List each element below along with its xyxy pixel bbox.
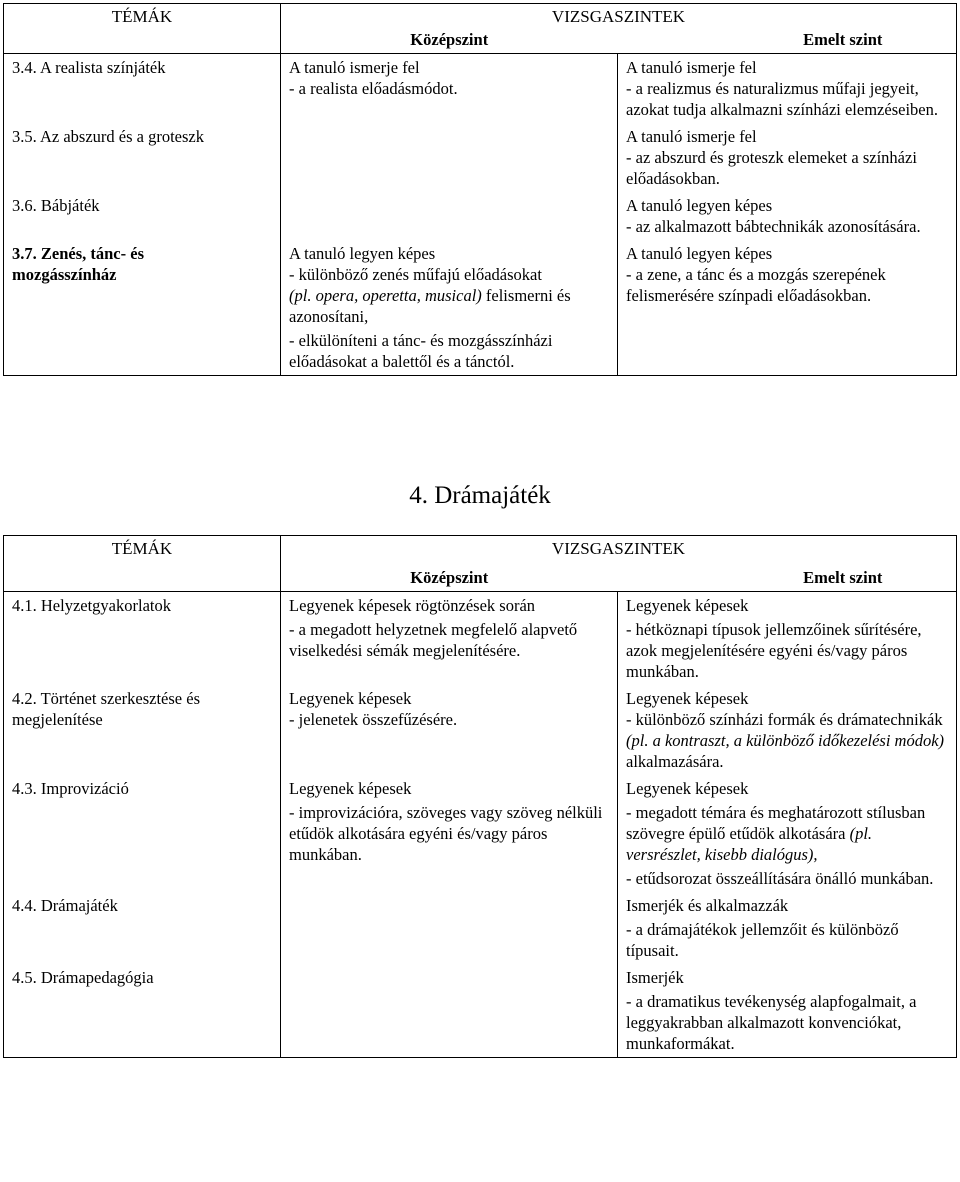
mid-cell: A tanuló ismerje fel - a realista előadásmódot. — [281, 54, 618, 124]
topic-cell: 4.4. Drámajáték — [4, 892, 281, 964]
topic-cell: 4.1. Helyzetgyakorlatok — [4, 592, 281, 686]
topic-cell: 4.2. Történet szerkesztése és megjelenítése — [4, 685, 281, 775]
header-topics: TÉMÁK — [4, 4, 281, 54]
mid-cell — [281, 192, 618, 240]
mid-cell: Legyenek képesek - improvizációra, szöveges vagy szöveg nélküli etűdök alkotására egyéni és/vagy páros munkában. — [281, 775, 618, 892]
topic-cell: 3.6. Bábjáték — [4, 192, 281, 240]
section-title: 4. Drámajáték — [409, 482, 551, 509]
mid-cell — [281, 892, 618, 964]
topic-cell: 3.4. A realista színjáték — [4, 54, 281, 124]
topic-cell: 3.7. Zenés, tánc- és mozgásszínház — [4, 240, 281, 376]
adv-cell: Ismerjék - a dramatikus tevékenység alapfogalmait, a leggyakrabban alkalmazott konvenciókat, munkaformákat. — [618, 964, 957, 1058]
header-exam-levels: VIZSGASZINTEK — [281, 4, 957, 28]
header-advanced-level: Emelt szint — [618, 559, 957, 592]
exam-levels-table-1 — [3, 3, 957, 376]
adv-cell: Legyenek képesek - megadott témára és meghatározott stílusban szövegre épülő etűdök alkotására (pl. versrészlet, kisebb dialógus), - etűdsorozat összeállítására önálló munkában. — [618, 775, 957, 892]
mid-cell — [281, 964, 618, 1058]
topic-cell: 3.5. Az abszurd és a groteszk — [4, 123, 281, 192]
table-row — [4, 892, 957, 964]
mid-cell: Legyenek képesek rögtönzések során - a megadott helyzetnek megfelelő alapvető viselkedési sémák megjelenítésére. — [281, 592, 618, 686]
exam-levels-table-2 — [3, 535, 957, 1058]
adv-cell: Ismerjék és alkalmazzák - a drámajátékok jellemzőit és különböző típusait. — [618, 892, 957, 964]
header-mid-level: Középszint — [281, 27, 618, 54]
table-row — [4, 592, 957, 686]
table-row — [4, 685, 957, 775]
adv-cell: Legyenek képesek - különböző színházi formák és drámatechnikák (pl. a kontraszt, a különböző időkezelési módok) alkalmazására. — [618, 685, 957, 775]
header-mid-level: Középszint — [281, 559, 618, 592]
header-exam-levels: VIZSGASZINTEK — [281, 536, 957, 560]
table-row — [4, 775, 957, 892]
mid-cell: A tanuló legyen képes - különböző zenés műfajú előadásokat (pl. opera, operetta, musical) felismerni és azonosítani, - elkülöníteni a tánc- és mozgásszínházi előadásokat a balettől és a tánctól. — [281, 240, 618, 376]
table-row — [4, 54, 957, 124]
table-row — [4, 192, 957, 240]
header-topics: TÉMÁK — [4, 536, 281, 592]
table-row — [4, 240, 957, 376]
adv-cell: A tanuló ismerje fel - a realizmus és naturalizmus műfaji jegyeit, azokat tudja alkalmazni színházi elemzéseiben. — [618, 54, 957, 124]
topic-cell: 4.5. Drámapedagógia — [4, 964, 281, 1058]
adv-cell: A tanuló ismerje fel - az abszurd és groteszk elemeket a színházi előadásokban. — [618, 123, 957, 192]
mid-cell — [281, 123, 618, 192]
table-row — [4, 964, 957, 1058]
table-row — [4, 123, 957, 192]
adv-cell: A tanuló legyen képes - az alkalmazott bábtechnikák azonosítására. — [618, 192, 957, 240]
header-advanced-level: Emelt szint — [618, 27, 957, 54]
adv-cell: A tanuló legyen képes - a zene, a tánc és a mozgás szerepének felismerésére színpadi előadásokban. — [618, 240, 957, 376]
mid-cell: Legyenek képesek - jelenetek összefűzésére. — [281, 685, 618, 775]
topic-cell: 4.3. Improvizáció — [4, 775, 281, 892]
adv-cell: Legyenek képesek - hétköznapi típusok jellemzőinek sűrítésére, azok megjelenítésére egyéni és/vagy páros munkában. — [618, 592, 957, 686]
